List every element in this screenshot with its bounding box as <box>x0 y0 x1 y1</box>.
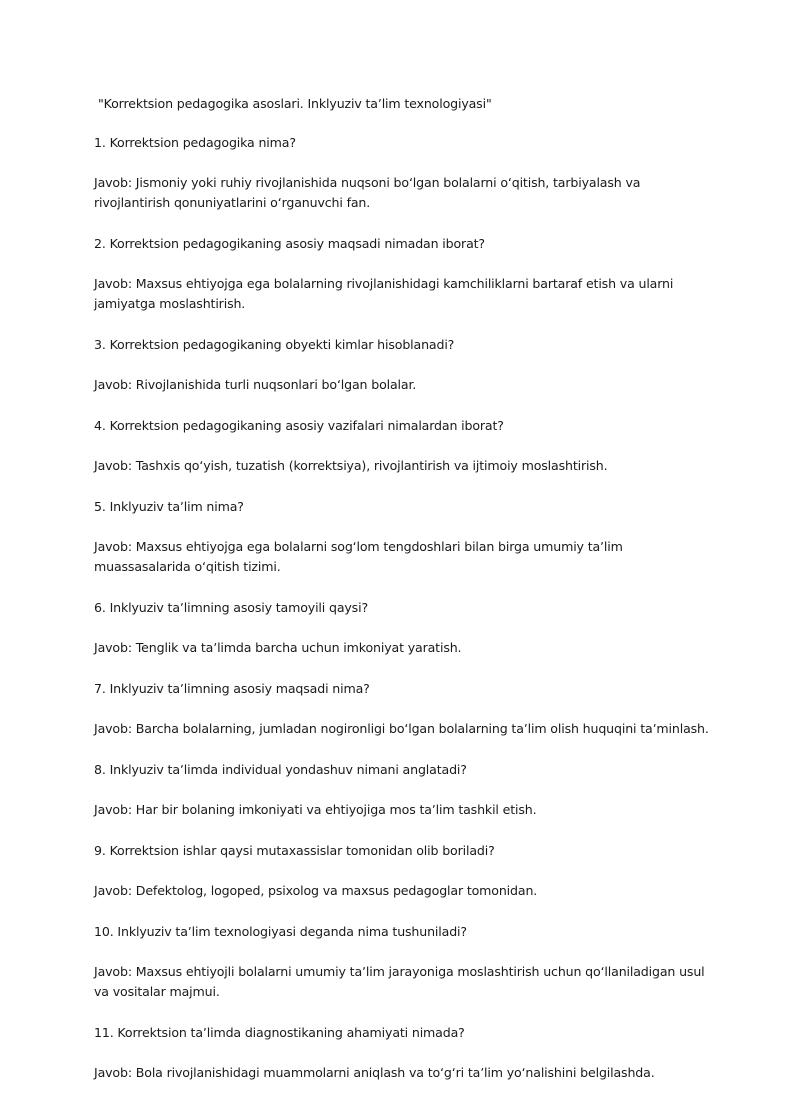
answer-text: Javob: Defektolog, logoped, psixolog va maxsus pedagoglar tomonidan. <box>94 883 538 898</box>
qa-item <box>94 679 709 739</box>
qa-item <box>94 335 709 395</box>
qa-item <box>94 841 709 901</box>
question-text: 2. Korrektsion pedagogikaning asosiy maqsadi nimadan iborat? <box>94 236 485 251</box>
answer-text: Javob: Rivojlanishida turli nuqsonlari boʻlgan bolalar. <box>94 377 417 392</box>
answer-text: Javob: Barcha bolalarning, jumladan nogironligi boʻlgan bolalarning taʼlim olish huquqini taʼminlash. <box>94 721 709 736</box>
question-text: 9. Korrektsion ishlar qaysi mutaxassislar tomonidan olib boriladi? <box>94 843 495 858</box>
question-text: 7. Inklyuziv taʼlimning asosiy maqsadi nima? <box>94 681 370 696</box>
question-text: 3. Korrektsion pedagogikaning obyekti kimlar hisoblanadi? <box>94 337 455 352</box>
answer-text: Javob: Tenglik va taʼlimda barcha uchun imkoniyat yaratish. <box>94 640 462 655</box>
qa-item <box>94 598 709 658</box>
document-page <box>94 94 709 1104</box>
answer-text: Javob: Maxsus ehtiyojga ega bolalarning rivojlanishidagi kamchiliklarni bartaraf etish va ularni jamiyatga moslashtirish. <box>94 276 674 311</box>
answer-text: Javob: Har bir bolaning imkoniyati va ehtiyojiga mos taʼlim tashkil etish. <box>94 802 537 817</box>
question-text: 11. Korrektsion taʼlimda diagnostikaning ahamiyati nimada? <box>94 1025 465 1040</box>
answer-text: Javob: Jismoniy yoki ruhiy rivojlanishida nuqsoni boʻlgan bolalarni oʻqitish, tarbiyalash va rivojlantirish qonuniyatlarini oʻrganuvchi fan. <box>94 175 641 210</box>
question-text: 4. Korrektsion pedagogikaning asosiy vazifalari nimalardan iborat? <box>94 418 504 433</box>
document-title: "Korrektsion pedagogika asoslari. Inklyuziv taʼlim texnologiyasi" <box>98 96 492 111</box>
question-text: 8. Inklyuziv taʼlimda individual yondashuv nimani anglatadi? <box>94 762 467 777</box>
qa-item <box>94 133 709 213</box>
question-text: 1. Korrektsion pedagogika nima? <box>94 135 296 150</box>
answer-text: Javob: Maxsus ehtiyojga ega bolalarni sogʻlom tengdoshlari bilan birga umumiy taʼlim muassasalarida oʻqitish tizimi. <box>94 539 623 574</box>
answer-text: Javob: Bola rivojlanishidagi muammolarni aniqlash va toʻgʻri taʼlim yoʻnalishini belgilashda. <box>94 1065 655 1080</box>
qa-item <box>94 416 709 476</box>
question-text: 6. Inklyuziv taʼlimning asosiy tamoyili qaysi? <box>94 600 368 615</box>
answer-text: Javob: Maxsus ehtiyojli bolalarni umumiy taʼlim jarayoniga moslashtirish uchun qoʻllaniladigan usul va vositalar majmui. <box>94 964 705 999</box>
qa-item <box>94 497 709 577</box>
qa-item <box>94 922 709 1002</box>
answer-text: Javob: Tashxis qoʻyish, tuzatish (korrektsiya), rivojlantirish va ijtimoiy moslashtirish. <box>94 458 608 473</box>
qa-item <box>94 760 709 820</box>
question-text: 5. Inklyuziv taʼlim nima? <box>94 499 244 514</box>
qa-item <box>94 234 709 314</box>
qa-item <box>94 1023 709 1083</box>
question-text: 10. Inklyuziv taʼlim texnologiyasi deganda nima tushuniladi? <box>94 924 467 939</box>
